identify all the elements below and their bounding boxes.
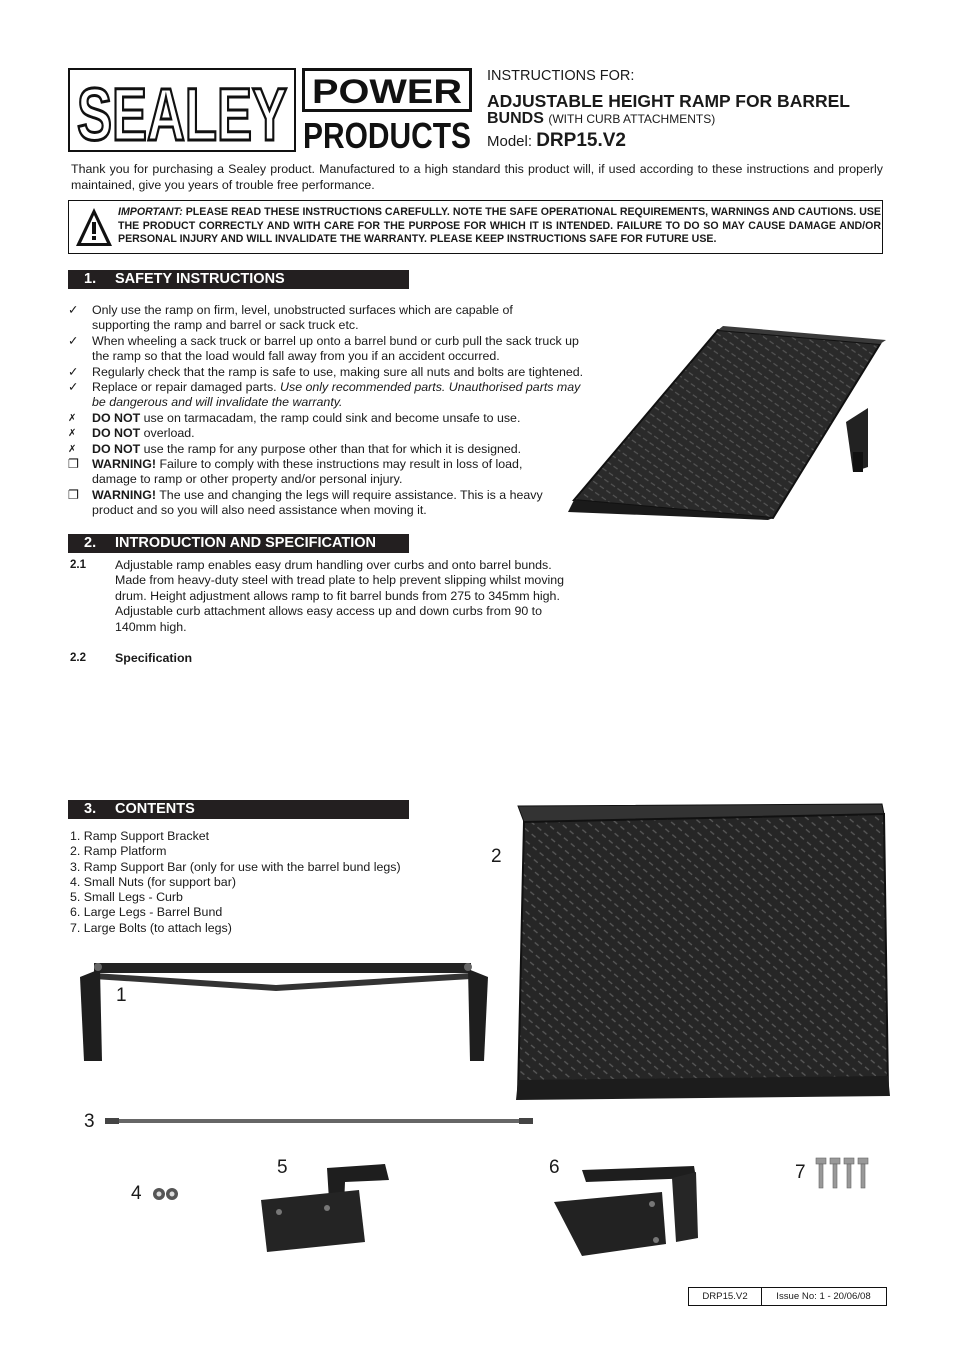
- part-label-1: 1: [116, 985, 127, 1006]
- ramp-platform-image: [512, 800, 890, 1100]
- part-label-5: 5: [277, 1157, 288, 1178]
- instructions-for: INSTRUCTIONS FOR:: [487, 68, 635, 84]
- footer-issue: Issue No: 1 - 20/06/08: [776, 1291, 871, 1302]
- list-item: ✓ When wheeling a sack truck or barrel up onto a barrel bund or curb pull the sack truck up the ramp so that the load would fall away from you if an accident occurred.: [68, 333, 579, 364]
- list-item: ✓ Only use the ramp on firm, level, unobstructed surfaces which are capable of supporting the ramp and barrel or sack truck etc.: [68, 303, 513, 333]
- list-item: ✗ DO NOT use the ramp for any purpose other than that for which it is designed.: [68, 441, 522, 456]
- power-products-logo: [302, 68, 472, 152]
- safety-list: [68, 303, 618, 519]
- list-item: 5. Small Legs - Curb: [70, 890, 183, 905]
- list-item: ✓ Replace or repair damaged parts. Use only recommended parts. Unauthorised parts may be dangerous and will invalidate the warranty.: [68, 380, 581, 410]
- list-item: 3. Ramp Support Bar (only for use with the barrel bund legs): [70, 859, 401, 874]
- clause-2-1-number: 2.1: [70, 559, 86, 571]
- section-1-heading: 1. SAFETY INSTRUCTIONS: [68, 270, 409, 289]
- important-notice: [68, 200, 883, 254]
- spec-title: Specification: [115, 651, 193, 665]
- clause-2-2-number: 2.2: [70, 652, 86, 664]
- list-item: ❐ WARNING! Failure to comply with these instructions may result in loss of load, damage to ramp or other property and/or personal injury.: [68, 457, 523, 487]
- important-text: IMPORTANT: PLEASE READ THESE INSTRUCTIONS CAREFULLY. NOTE THE SAFE OPERATIONAL REQUIREMENTS, WARNINGS AND CAUTIONS. USE THE PRODUCT CORRECTLY AND WITH CARE FOR THE PURPOSE FOR WHICH IT IS INTENDED. FAILURE TO DO SO MAY CAUSE DAMAGE AND/OR PERSONAL INJURY AND WILL INVALIDATE THE WARRANTY. PLEASE KEEP INSTRUCTIONS SAFE FOR FUTURE USE.: [118, 206, 881, 246]
- large-legs-image: [552, 1160, 704, 1258]
- list-item: 2. Ramp Platform: [70, 844, 167, 859]
- section-3-heading: 3. CONTENTS: [68, 800, 409, 819]
- part-label-2: 2: [491, 846, 502, 867]
- warning-icon: [75, 206, 113, 248]
- clause-2-1-text: Adjustable ramp enables easy drum handling over curbs and onto barrel bunds. Made from heavy-duty steel with tread plate to help prevent slipping whilst moving drum. Height adjustment allows ramp to fit barrel bunds from 275 to 345mm high. Adjustable curb attachment allows easy access up and down curbs from 90 to 140mm high.: [115, 558, 565, 634]
- list-item: ✓ Regularly check that the ramp is safe to use, making sure all nuts and bolts are tightened.: [68, 364, 584, 379]
- product-title-cont: BUNDS (WITH CURB ATTACHMENTS): [487, 110, 716, 127]
- part-label-6: 6: [549, 1157, 560, 1178]
- list-item: 4. Small Nuts (for support bar): [70, 874, 236, 889]
- list-item: ❐ WARNING! The use and changing the legs will require assistance. This is a heavy product and so you will also need assistance when moving it.: [68, 487, 543, 518]
- part-label-4: 4: [131, 1183, 142, 1204]
- intro-text: Thank you for purchasing a Sealey product. Manufactured to a high standard this product will, if used according to these instructions and properly maintained, give you years of trouble free performance.: [71, 162, 883, 192]
- list-item: ✗ DO NOT use on tarmacadam, the ramp could sink and become unsafe to use.: [68, 410, 521, 425]
- contents-list: [70, 829, 401, 936]
- list-item: ✗ DO NOT overload.: [68, 426, 195, 441]
- large-bolts-image: [814, 1157, 872, 1189]
- small-legs-image: [255, 1160, 395, 1258]
- small-nuts-image: [152, 1187, 180, 1201]
- assembled-ramp-image: [568, 322, 890, 520]
- list-item: 6. Large Legs - Barrel Bund: [70, 905, 223, 920]
- support-bracket-image: [76, 955, 496, 1070]
- footer-box: [688, 1287, 887, 1306]
- sealey-logo-text: SEALEY: [77, 73, 287, 150]
- sealey-logo: [68, 68, 296, 152]
- part-label-7: 7: [795, 1162, 806, 1183]
- list-item: 7. Large Bolts (to attach legs): [70, 920, 232, 935]
- section-2-heading: 2. INTRODUCTION AND SPECIFICATION: [68, 534, 409, 553]
- part-label-3: 3: [84, 1111, 95, 1132]
- list-item: 1. Ramp Support Bracket: [70, 829, 210, 843]
- footer-model: DRP15.V2: [689, 1288, 762, 1305]
- model-line: Model: DRP15.V2: [487, 130, 626, 151]
- product-title: ADJUSTABLE HEIGHT RAMP FOR BARREL: [487, 91, 850, 111]
- power-text: POWER: [312, 73, 462, 109]
- products-text: PRODUCTS: [303, 116, 471, 152]
- support-bar-image: [105, 1116, 533, 1126]
